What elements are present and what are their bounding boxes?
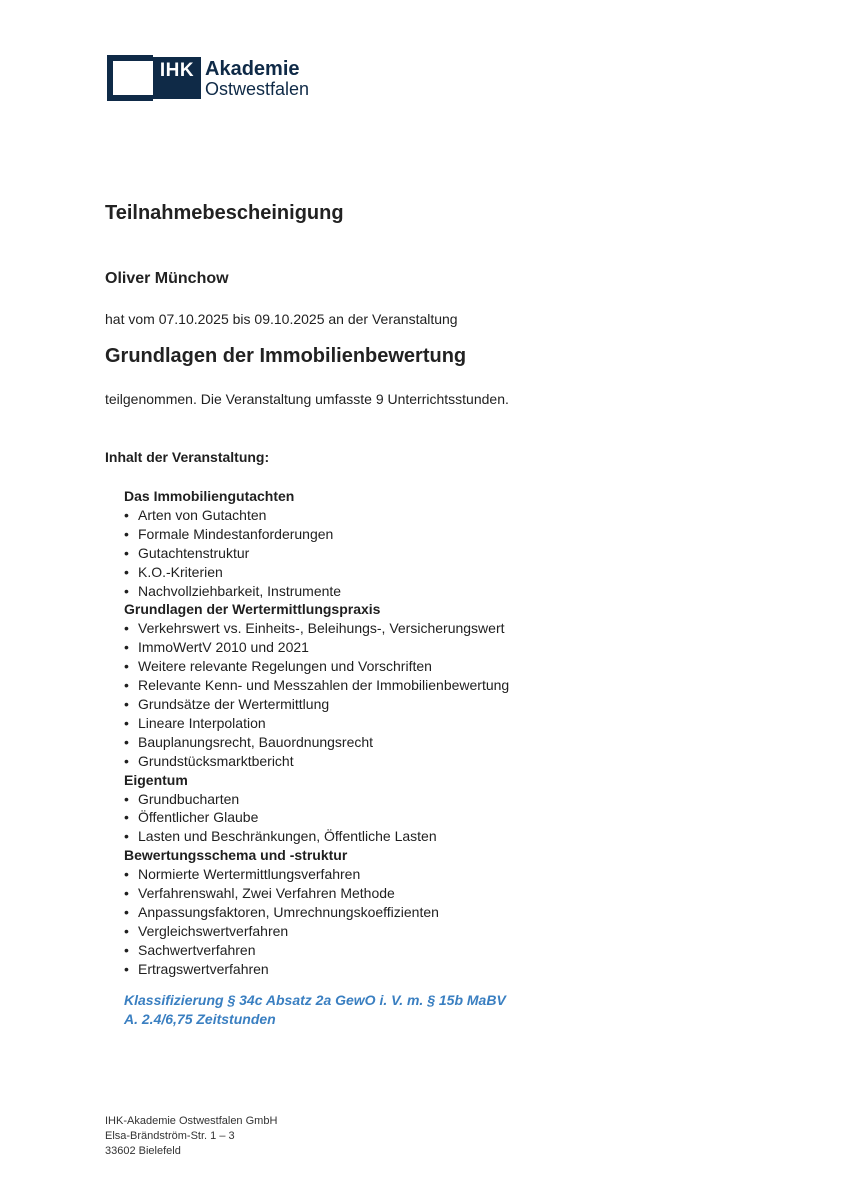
footer-street: Elsa-Brändström-Str. 1 – 3 [105,1130,235,1142]
outro-text: teilgenommen. Die Veranstaltung umfasste 9 Unterrichtsstunden. [105,391,509,407]
list-item: • Nachvollziehbarkeit, Instrumente [124,582,509,601]
intro-text: hat vom 07.10.2025 bis 09.10.2025 an der Veranstaltung [105,311,458,327]
list-item: • Vergleichswertverfahren [124,922,509,941]
section-item-list [124,506,509,601]
section-heading: Bewertungsschema und -struktur [124,847,348,864]
list-item: • Anpassungsfaktoren, Umrechnungskoeffizienten [124,903,509,922]
list-item: • Grundsätze der Wertermittlung [124,695,509,714]
classification-note [124,991,506,1029]
logo-line-1: Akademie [205,58,300,80]
logo-badge [153,57,201,99]
section-heading: Eigentum [124,771,188,788]
participant-name: Oliver Münchow [105,270,229,287]
content-heading: Inhalt der Veranstaltung: [105,449,270,465]
list-item: • Bauplanungsrecht, Bauordnungsrecht [124,733,509,752]
list-item: • ImmoWertV 2010 und 2021 [124,638,509,657]
footer-company: IHK-Akademie Ostwestfalen GmbH [105,1115,278,1127]
list-item: • Verkehrswert vs. Einheits-, Beleihungs-, Versicherungswert [124,619,509,638]
list-item: • Grundstücksmarktbericht [124,752,509,771]
list-item: • Lineare Interpolation [124,714,509,733]
list-item: • Lasten und Beschränkungen, Öffentliche Lasten [124,827,509,846]
list-item: • Weitere relevante Regelungen und Vorschriften [124,657,509,676]
list-item: • Gutachtenstruktur [124,544,509,563]
section-item-list [124,790,509,847]
content-section [124,771,509,847]
footer-address [105,1114,277,1159]
logo-line-2: Ostwestfalen [205,79,310,99]
list-item: • Grundbucharten [124,790,509,809]
classification-line-1: Klassifizierung § 34c Absatz 2a GewO i. V. m. § 15b MaBV [124,992,506,1008]
list-item: • Sachwertverfahren [124,941,509,960]
section-heading: Grundlagen der Wertermittlungspraxis [124,601,381,618]
list-item: • Formale Mindestanforderungen [124,525,509,544]
classification-line-2: A. 2.4/6,75 Zeitstunden [124,1011,276,1027]
section-item-list [124,865,509,978]
course-title: Grundlagen der Immobilienbewertung [105,345,467,367]
list-item: • Arten von Gutachten [124,506,509,525]
logo-frame-icon [107,55,153,101]
list-item: • Relevante Kenn- und Messzahlen der Immobilienbewertung [124,676,509,695]
list-item: • Normierte Wertermittlungsverfahren [124,865,509,884]
footer-city: 33602 Bielefeld [105,1145,181,1157]
section-item-list [124,619,509,770]
content-section [124,600,509,770]
logo-wordmark [205,59,309,100]
list-item: • Öffentlicher Glaube [124,808,509,827]
list-item: • Ertragswertverfahren [124,960,509,979]
list-item: • K.O.-Kriterien [124,563,509,582]
course-content-sections [124,487,509,979]
content-section [124,846,509,978]
list-item: • Verfahrenswahl, Zwei Verfahren Methode [124,884,509,903]
document-title: Teilnahmebescheinigung [105,202,344,224]
logo-badge-text: IHK [159,60,195,81]
section-heading: Das Immobiliengutachten [124,488,295,504]
content-section [124,487,509,600]
